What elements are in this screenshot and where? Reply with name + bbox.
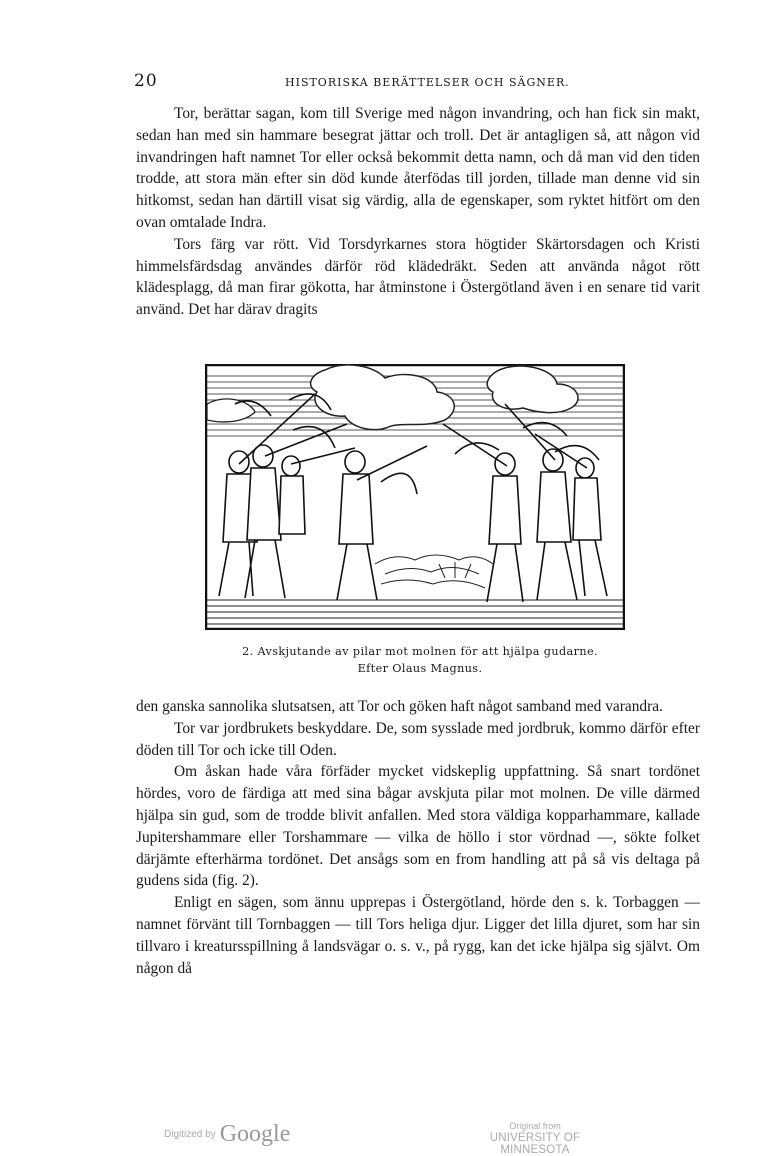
- original-from-label: Original from: [509, 1121, 561, 1131]
- body-text-bottom: [136, 696, 700, 979]
- body-text-top: [136, 103, 700, 321]
- original-from-watermark: [460, 1120, 610, 1156]
- archers-shooting-clouds-image: [205, 364, 625, 630]
- digitized-by-watermark: [164, 1121, 290, 1148]
- running-title: HISTORISKA BERÄTTELSER OCH SÄGNER.: [285, 76, 570, 89]
- paragraph: Enligt en sägen, som ännu upprepas i Östergötland, hörde den s. k. Torbaggen — namnet förvänt till Tornbaggen — till Tors heliga djur. Ligger det lilla djuret, som har sin tillvaro i kreatursspillning å landsvägar o. s. v., på rygg, kan det icke hjälpa sig självt. Om någon då: [136, 894, 700, 977]
- page-number: 20: [134, 71, 158, 91]
- figure-credit: Efter Olaus Magnus.: [357, 662, 483, 675]
- paragraph: Om åskan hade våra förfäder mycket vidskeplig uppfattning. Så snart tordönet hördes, voro de färdiga att med sina bågar avskjuta pilar mot molnen. De ville därmed hjälpa sin gud, som de trodde blivit anfallen. Med stora väldiga kopparhammare, kallade Jupitershammare eller Torshammare — vilka de höllo i stor vördnad —, sökte folket därjämte efterhärma tordönet. Det ansågs som en from handling att på så vis deltaga på gudens sida (fig. 2).: [136, 763, 700, 890]
- paragraph: Tors färg var rött. Vid Torsdyrkarnes stora högtider Skärtorsdagen och Kristi himmelsfärdsdag användes därför röd klädedräkt. Seden att använda något rött klädesplagg, då man firar gökotta, har åtminstone i Östergötland även i en senare tid varit använd. Det har därav dragits: [136, 235, 700, 319]
- google-logo: Google: [219, 1121, 291, 1147]
- institution-name: UNIVERSITY OF MINNESOTA: [489, 1132, 581, 1156]
- figure-caption: 2. Avskjutande av pilar mot molnen för att hjälpa gudarne.: [242, 645, 598, 658]
- paragraph: Tor var jordbrukets beskyddare. De, som sysslade med jordbruk, kommo därför efter döden till Tor och icke till Oden.: [136, 719, 700, 759]
- paragraph: den ganska sannolika slutsatsen, att Tor och göken haft något samband med varandra.: [136, 698, 663, 715]
- woodcut-illustration: [205, 364, 625, 630]
- paragraph: Tor, berättar sagan, kom till Sverige med någon invandring, och han fick sin makt, sedan han med sin hammare besegrat jättar och troll. Det är antagligen så, att någon vid invandringen haft namnet Tor eller också bekommit detta namn, och då man vid den tiden trodde, att stora män efter sin död kunde återfödas till jorden, tillade man denne vid sin hitkomst, sedan han därtill visat sig värdig, alla de egenskaper, som ryktet hitfört om den ovan omtalade Indra.: [136, 105, 700, 231]
- digitized-by-label: Digitized by: [164, 1129, 216, 1140]
